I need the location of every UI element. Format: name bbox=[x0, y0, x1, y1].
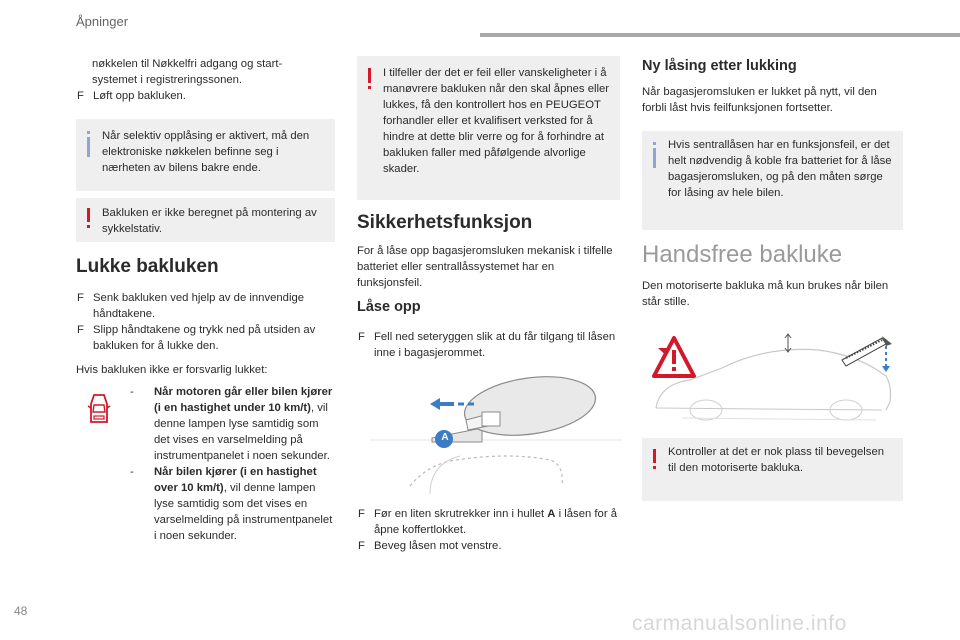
bullet-lift bbox=[77, 88, 337, 104]
section-title: Åpninger bbox=[76, 14, 129, 29]
open-tailgate-warning-icon bbox=[86, 392, 112, 426]
bullet-marker: F bbox=[77, 324, 84, 336]
info-note-selective-unlock bbox=[76, 119, 335, 191]
list-item bbox=[77, 322, 335, 354]
bullet-marker: F bbox=[358, 331, 365, 343]
bullet-marker: F bbox=[358, 508, 365, 520]
list-item bbox=[130, 464, 336, 544]
continued-line-1: nøkkelen til Nøkkelfri adgang og start- bbox=[92, 58, 283, 70]
heading-handsfree-tailgate: Handsfree bakluke bbox=[642, 241, 843, 268]
continued-text bbox=[92, 56, 332, 88]
bullet-text: Senk bakluken ved hjelp av de innvendige håndtakene. bbox=[93, 292, 305, 320]
warning-note-text: Kontroller at det er nok plass til bevegelsen til den motoriserte bakluka. bbox=[668, 446, 885, 474]
condition-bold: Når bilen kjører (i en hastighet over 10 km/t) bbox=[154, 466, 317, 494]
relock-text: Når bagasjeromsluken er lukket på nytt, vil den forbli låst hvis feilfunksjonen fortsetter. bbox=[642, 86, 877, 114]
condition-bold: Når motoren går eller bilen kjører (i en hastighet under 10 km/t) bbox=[154, 386, 333, 414]
list-item bbox=[77, 290, 335, 322]
condition-text: , vil denne lampen lyse samtidig som det vises en varselmelding på instrumentpanelet i noen sekunder. bbox=[154, 402, 330, 462]
list-item bbox=[358, 538, 620, 554]
condition-text: , vil denne lampen lyse samtidig som det vises en varselmelding på instrumentpanelet i noen sekunder. bbox=[154, 482, 333, 542]
motorised-tailgate-illustration bbox=[646, 324, 902, 436]
bullet-label-a: A bbox=[547, 508, 556, 520]
figure-label-a: A bbox=[441, 432, 449, 443]
watermark: carmanualsonline.info bbox=[632, 612, 847, 635]
handsfree-text: Den motoriserte bakluka må kun brukes når bilen står stille. bbox=[642, 280, 889, 308]
continued-line-2: systemet i registreringssonen. bbox=[92, 74, 243, 86]
bullet-text: i låsen for å åpne koffertlokket. bbox=[374, 508, 618, 536]
lock-release-illustration bbox=[370, 368, 622, 496]
heading-safety-function: Sikkerhetsfunksjon bbox=[357, 212, 533, 233]
not-locked-text: Hvis bakluken ikke er forsvarlig lukket: bbox=[76, 364, 268, 376]
warning-note-faulty-tailgate bbox=[357, 56, 620, 200]
bullet-text: Slipp håndtakene og trykk ned på utsiden av bakluken for å lukke den. bbox=[93, 324, 316, 352]
list-item bbox=[358, 506, 620, 538]
heading-close-tailgate: Lukke bakluken bbox=[76, 256, 219, 277]
bullet-text: Før en liten skrutrekker inn i hullet bbox=[374, 508, 548, 520]
list-item bbox=[130, 384, 336, 464]
bullet-text: Fell ned seteryggen slik at du får tilgang til låsen inne i bagasjerommet. bbox=[374, 331, 616, 359]
heading-unlock: Låse opp bbox=[357, 299, 421, 315]
heading-relock: Ny låsing etter lukking bbox=[642, 58, 797, 74]
info-note-central-lock bbox=[642, 131, 903, 230]
warning-note-text: I tilfeller der det er feil eller vanskeligheter i å manøvrere bakluken når den skal åpnes eller lukkes, få den kontrollert hos en PEUGEOT forhandler eller et kvalifisert verksted for å hindre at dette blir verre og for å forhindre at bakluken faller med påfølgende alvorlige skader. bbox=[383, 67, 610, 175]
dash-marker: - bbox=[130, 386, 134, 398]
warning-note-bike-rack bbox=[76, 198, 335, 242]
page-number: 48 bbox=[14, 604, 28, 618]
warning-note-space bbox=[642, 438, 903, 501]
close-bullets bbox=[77, 290, 335, 354]
bullet-marker: F bbox=[358, 540, 365, 552]
unlock-bullets bbox=[358, 506, 620, 554]
info-note-text: Hvis sentrallåsen har en funksjonsfeil, er det helt nødvendig å koble fra batteriet for å låse bagasjeromsluken, og på den måten sørge for låsing av hele bilen. bbox=[668, 139, 892, 199]
bullet-text: Beveg låsen mot venstre. bbox=[374, 540, 502, 552]
header-bar bbox=[480, 33, 960, 37]
bullet-marker: F bbox=[77, 90, 84, 102]
condition-list bbox=[130, 384, 336, 544]
warning-note-text: Bakluken er ikke beregnet på montering av sykkelstativ. bbox=[102, 207, 317, 235]
bullet-text: Løft opp bakluken. bbox=[93, 90, 186, 102]
bullet-fold-seat bbox=[358, 329, 620, 361]
safety-intro: For å låse opp bagasjeromsluken mekanisk i tilfelle batteriet eller sentrallåssystemet har en funksjonsfeil. bbox=[357, 245, 613, 289]
bullet-marker: F bbox=[77, 292, 84, 304]
dash-marker: - bbox=[130, 466, 134, 478]
info-note-text: Når selektiv opplåsing er aktivert, må den elektroniske nøkkelen befinne seg i nærheten av bilens bakre ende. bbox=[102, 130, 310, 174]
